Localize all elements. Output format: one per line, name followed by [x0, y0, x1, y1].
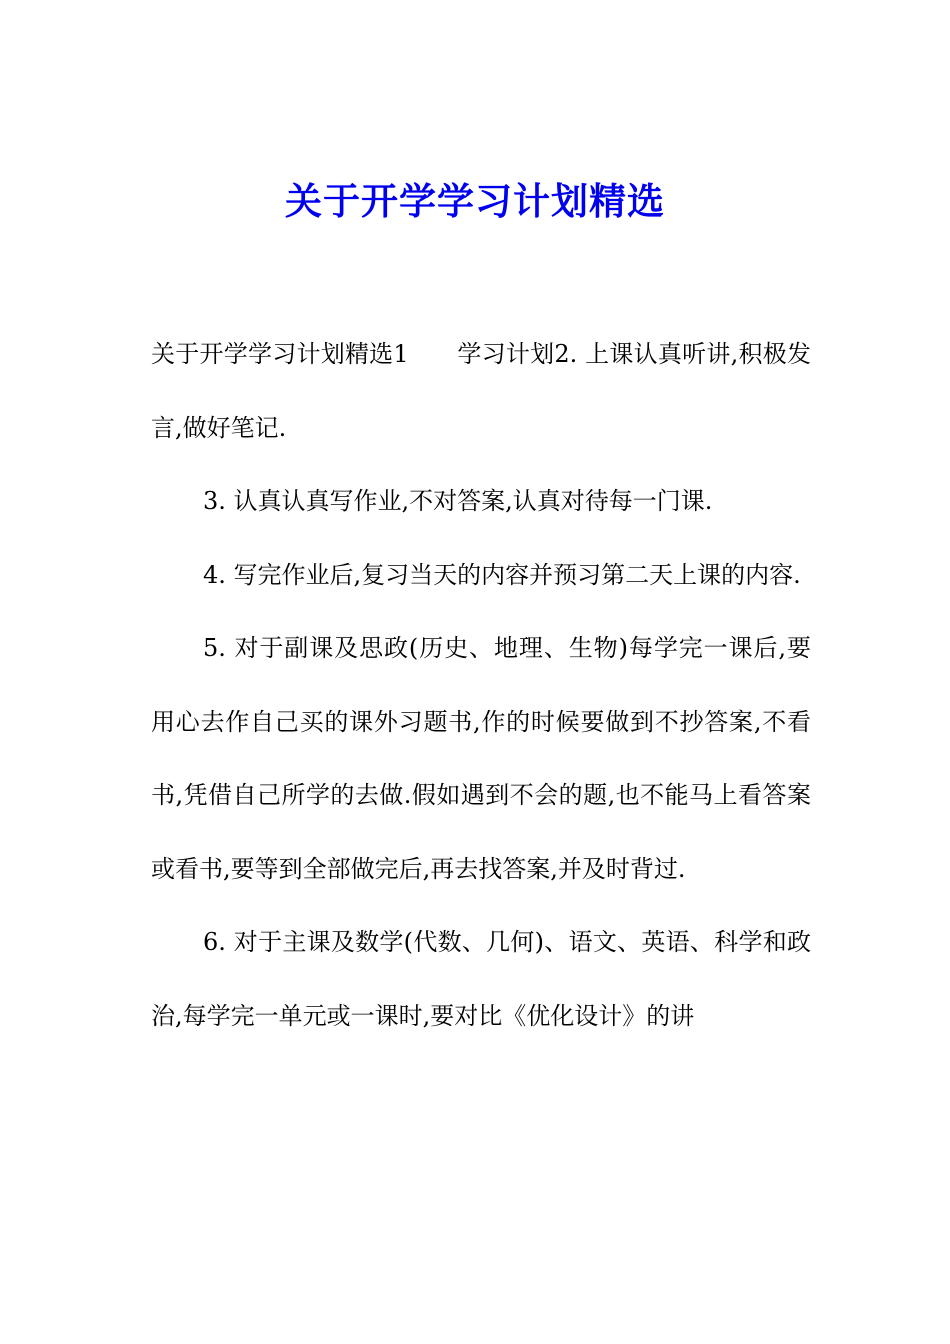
document-body — [151, 318, 811, 1053]
paragraph-4: 5. 对于副课及思政(历史、地理、生物)每学完一课后,要用心去作自己买的课外习题书,作的时候要做到不抄答案,不看书,凭借自己所学的去做.假如遇到不会的题,也不能马上看答案或看书,要等到全部做完后,再去找答案,并及时背过. — [151, 634, 811, 883]
paragraph-2: 3. 认真认真写作业,不对答案,认真对待每一门课. — [203, 487, 713, 515]
paragraph-3: 4. 写完作业后,复习当天的内容并预习第二天上课的内容. — [203, 560, 801, 589]
paragraph-1: 关于开学学习计划精选1 学习计划2. 上课认真听讲,积极发言,做好笔记. — [151, 340, 811, 442]
document-title: 关于开学学习计划精选 — [285, 180, 665, 223]
paragraph-5: 6. 对于主课及数学(代数、几何)、语文、英语、科学和政治,每学完一单元或一课时,要对比《优化设计》的讲 — [151, 928, 811, 1030]
